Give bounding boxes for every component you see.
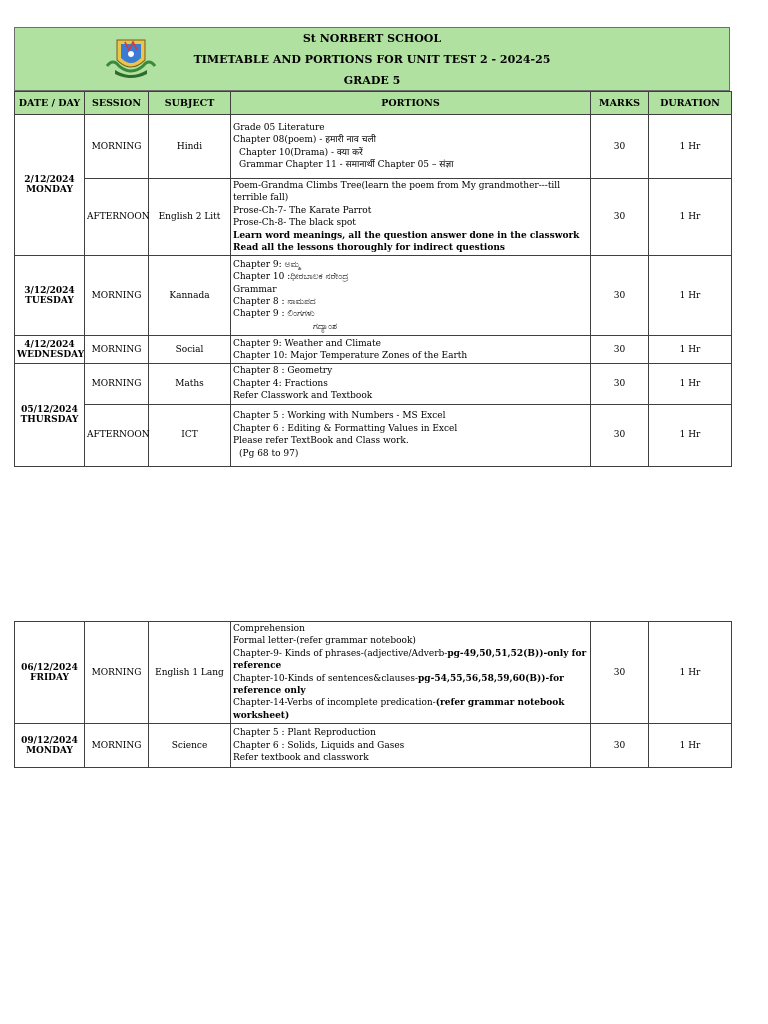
portion-text: Chapter-9- Kinds of phrases-(adjective/Adverb- [233,648,448,659]
portion-line: Grammar [233,284,277,295]
date-cell [15,115,85,256]
session-cell: MORNING [85,115,149,179]
day-text: TUESDAY [25,295,74,306]
portion-line: Please refer TextBook and Class work. [233,436,409,447]
portion-line: Refer Classwork and Textbook [233,391,373,402]
table-row [15,724,732,768]
portion-line: Chapter 10 :ಧೀರಬಾಲಕ ನರೇಂದ್ರ [233,272,349,283]
subject-cell: English 1 Lang [149,622,231,724]
column-header-marks: MARKS [591,92,649,115]
portions-cell [231,336,591,364]
portion-line: Refer textbook and classwork [233,752,369,763]
date-cell [15,724,85,768]
marks-cell: 30 [591,179,649,256]
portion-line [233,697,588,722]
duration-cell: 1 Hr [649,364,732,404]
portion-reference: pg-54,55,56,58,59,60(B))-for reference only [233,673,564,697]
day-text: FRIDAY [30,672,69,683]
portions-cell [231,622,591,724]
portion-line: Read all the lessons thoroughly for indirect questions [233,243,505,254]
portion-line: (Pg 68 to 97) [239,448,299,459]
subject-cell: Science [149,724,231,768]
school-name: St NORBERT SCHOOL [302,32,442,45]
duration-cell: 1 Hr [649,115,732,179]
day-text: MONDAY [26,745,73,756]
session-cell: MORNING [85,256,149,336]
portion-line: Prose-Ch-7- The Karate Parrot [233,205,372,216]
portion-line: Chapter 6 : Solids, Liquids and Gases [233,740,405,751]
portion-line: Chapter 9: Weather and Climate [233,338,381,349]
portion-line [233,673,588,698]
marks-cell: 30 [591,115,649,179]
session-cell: MORNING [85,622,149,724]
portion-line: Chapter 10: Major Temperature Zones of the Earth [233,350,468,361]
portion-line: Chapter 5 : Plant Reproduction [233,728,376,739]
portion-text: Chapter-14-Verbs of incomplete predication- [233,698,436,709]
portions-cell [231,115,591,179]
column-header-duration: DURATION [649,92,732,115]
date-text: 05/12/2024 [21,405,78,416]
portion-line: Chapter 5 : Working with Numbers - MS Excel [233,411,446,422]
table-row [15,364,732,404]
session-cell: MORNING [85,364,149,404]
portion-reference: pg-49,50,51,52(B))-only for reference [233,648,587,672]
date-cell [15,256,85,336]
duration-cell: 1 Hr [649,724,732,768]
session-cell: MORNING [85,336,149,364]
table-row [15,256,732,336]
portion-line: Grammar Chapter 11 - समानार्थी Chapter 05 – संज्ञा [239,159,454,170]
column-header-portions: PORTIONS [231,92,591,115]
portions-cell [231,256,591,336]
day-text: THURSDAY [20,415,79,426]
table-header-row [15,92,732,115]
page-title: TIMETABLE AND PORTIONS FOR UNIT TEST 2 - 2024-25 [193,53,551,66]
timetable-table-continued [14,621,732,768]
duration-cell: 1 Hr [649,622,732,724]
portion-line: Grade 05 Literature [233,122,325,133]
column-header-session: SESSION [85,92,149,115]
portions-cell [231,724,591,768]
session-cell: AFTERNOON [85,404,149,466]
portion-line: Chapter 4: Fractions [233,378,328,389]
portion-line: Chapter 9 : ಲಿಂಗಗಳು [233,309,315,320]
timetable-table [14,91,732,467]
grade-label: GRADE 5 [343,74,401,87]
date-text: 3/12/2024 [24,285,75,296]
portion-line: Prose-Ch-8- The black spot [233,218,356,229]
portion-text: Chapter-10-Kinds of sentences&clauses- [233,673,419,684]
column-header-subject: SUBJECT [149,92,231,115]
date-text: 06/12/2024 [21,662,78,673]
duration-cell: 1 Hr [649,336,732,364]
subject-cell: Maths [149,364,231,404]
marks-cell: 30 [591,404,649,466]
duration-cell: 1 Hr [649,179,732,256]
portions-cell [231,404,591,466]
portion-line: Chapter 08(poem) - हमारी नाव चली [233,135,376,146]
subject-cell: Hindi [149,115,231,179]
table-row [15,622,732,724]
marks-cell: 30 [591,364,649,404]
marks-cell: 30 [591,336,649,364]
portion-line: Formal letter-(refer grammar notebook) [233,636,416,647]
portion-line [233,648,588,673]
portion-line: ಗದ್ಯಾಂಶ [313,321,338,332]
duration-cell: 1 Hr [649,256,732,336]
day-text: MONDAY [26,185,73,196]
portion-line: Chapter 10(Drama) - क्या करें [239,147,363,158]
subject-cell: English 2 Litt [149,179,231,256]
portion-line: Comprehension [233,624,305,634]
subject-cell: Social [149,336,231,364]
date-text: 4/12/2024 [24,339,75,350]
subject-cell: ICT [149,404,231,466]
portions-cell [231,364,591,404]
portion-line: Learn word meanings, all the question answer done in the classwork [233,230,580,241]
duration-cell: 1 Hr [649,404,732,466]
day-text: WEDNESDAY [17,349,85,360]
marks-cell: 30 [591,622,649,724]
portion-line: Poem-Grandma Climbs Tree(learn the poem from My grandmother---till terrible fall) [233,181,561,204]
table-row [15,404,732,466]
portion-line: Chapter 8 : Geometry [233,366,333,377]
session-cell: MORNING [85,724,149,768]
subject-cell: Kannada [149,256,231,336]
portion-line: Chapter 9: ಅಮ್ಮ [233,259,301,270]
session-cell: AFTERNOON [85,179,149,256]
date-text: 09/12/2024 [21,735,78,746]
marks-cell: 30 [591,724,649,768]
page-header [14,27,730,91]
portion-line: Chapter 6 : Editing & Formatting Values in Excel [233,423,458,434]
date-text: 2/12/2024 [24,175,75,186]
portions-cell [231,179,591,256]
date-cell [15,364,85,466]
portion-line: Chapter 8 : ನಾಮಪದ [233,296,316,307]
marks-cell: 30 [591,256,649,336]
portion-reference: (refer grammar notebook worksheet) [233,698,565,721]
table-row [15,115,732,179]
column-header-date: DATE / DAY [15,92,85,115]
date-cell [15,622,85,724]
table-row [15,179,732,256]
date-cell [15,336,85,364]
table-row [15,336,732,364]
